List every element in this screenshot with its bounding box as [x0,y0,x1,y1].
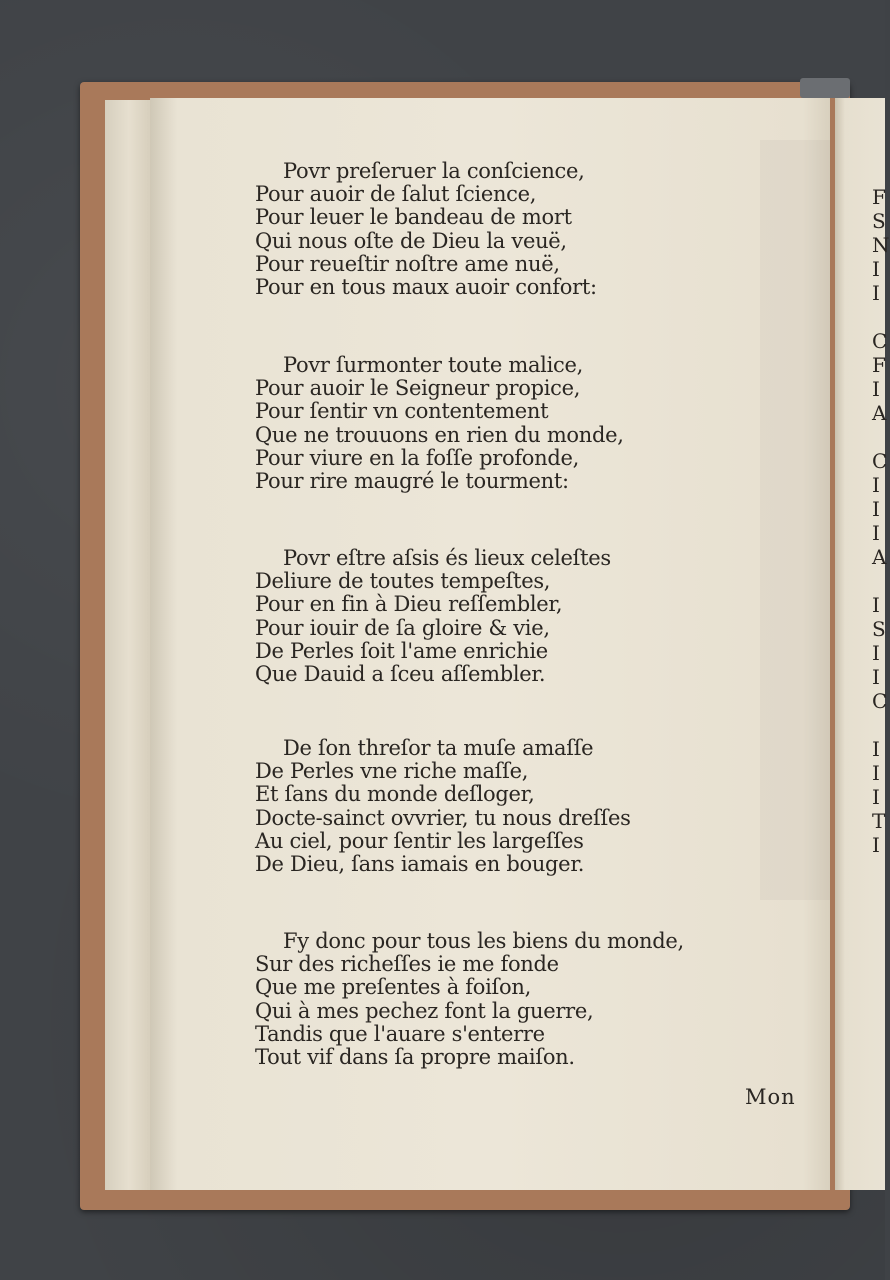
verse-line: Pour auoir le Seigneur propice, [255,376,581,401]
verse-line: Pour iouir de ſa gloire & vie, [255,615,550,640]
verse-line: Povr eſtre aſsis és lieux celeſtes [283,546,611,570]
edge-letter: I [872,281,880,305]
edge-letter [872,425,885,449]
edge-letter: N [872,233,890,257]
verse-line: Que ne trouuons en rien du monde, [255,422,624,447]
verse-line: Qui à mes pechez font la guerre, [255,998,594,1023]
edge-letter: C [872,689,888,713]
edge-letter: I [872,257,880,281]
stanza-1 [255,160,597,299]
verse-line: Povr ſurmonter toute malice, [283,353,583,377]
verse-line: Pour auoir de ſalut ſcience, [255,182,537,207]
edge-letter: F [872,185,886,209]
verse-line: Pour leuer le bandeau de mort [255,205,572,230]
edge-letter: I [872,473,880,497]
verse-line: Que Dauid a ſceu aſſembler. [255,662,546,687]
stanza-3 [255,547,611,686]
stanza-2 [255,354,624,493]
edge-letter: I [872,521,880,545]
edge-letter: F [872,353,886,377]
edge-letter: I [872,641,880,665]
verse-line: Tandis que l'auare s'enterre [255,1021,545,1046]
show-through-text [760,140,830,900]
verse-line: Pour rire maugré le tourment: [255,469,569,494]
edge-letter: I [872,665,880,689]
stanza-5 [255,930,684,1069]
edge-letter [872,305,885,329]
verse-line: Que me preſentes à foiſon, [255,975,531,1000]
book-clasp [800,78,850,98]
edge-letter: C [872,329,888,353]
facing-page-text-edge [872,185,890,857]
verse-line: Fy donc pour tous les biens du monde, [283,929,684,953]
stanza-4 [255,737,631,876]
edge-letter: I [872,833,880,857]
verse-line: Pour ſentir vn contentement [255,399,549,424]
verse-line: De Perles ſoit l'ame enrichie [255,638,548,663]
edge-letter: I [872,497,880,521]
edge-letter: A [872,401,887,425]
edge-letter: I [872,377,880,401]
verse-line: Pour viure en la foſſe profonde, [255,445,580,470]
edge-letter: C [872,449,888,473]
edge-letter: I [872,593,880,617]
verse-line: Docte-sainct ovvrier, tu nous dreſſes [255,805,631,830]
verse-line: De Dieu, ſans iamais en bouger. [255,852,585,877]
edge-letter: I [872,761,880,785]
verse-line: Pour reueſtir noſtre ame nuë, [255,251,560,276]
verse-line: Au ciel, pour ſentir les largeſſes [255,828,584,853]
verse-line: Pour en fin à Dieu reſſembler, [255,592,563,617]
edge-letter: S [872,617,886,641]
verse-line: Et ſans du monde deſloger, [255,782,535,807]
verse-line: Sur des richeſſes ie me fonde [255,952,559,977]
verse-line: De ſon threſor ta muſe amaſſe [283,736,594,760]
verse-line: Pour en tous maux auoir confort: [255,275,597,300]
verse-line: Tout vif dans ſa propre maiſon. [255,1045,575,1070]
edge-letter [872,569,885,593]
verse-line: Qui nous oſte de Dieu la veuë, [255,228,567,253]
edge-letter: I [872,785,880,809]
catchword: Mon [745,1085,796,1109]
edge-letter: I [872,737,880,761]
verse-line: Povr preſeruer la conſcience, [283,159,585,183]
edge-letter: A [872,545,887,569]
verse-line: Deliure de toutes tempeſtes, [255,569,551,594]
edge-letter [872,713,885,737]
edge-letter: T [872,809,886,833]
verse-line: De Perles vne riche maſſe, [255,759,529,784]
edge-letter: S [872,209,886,233]
